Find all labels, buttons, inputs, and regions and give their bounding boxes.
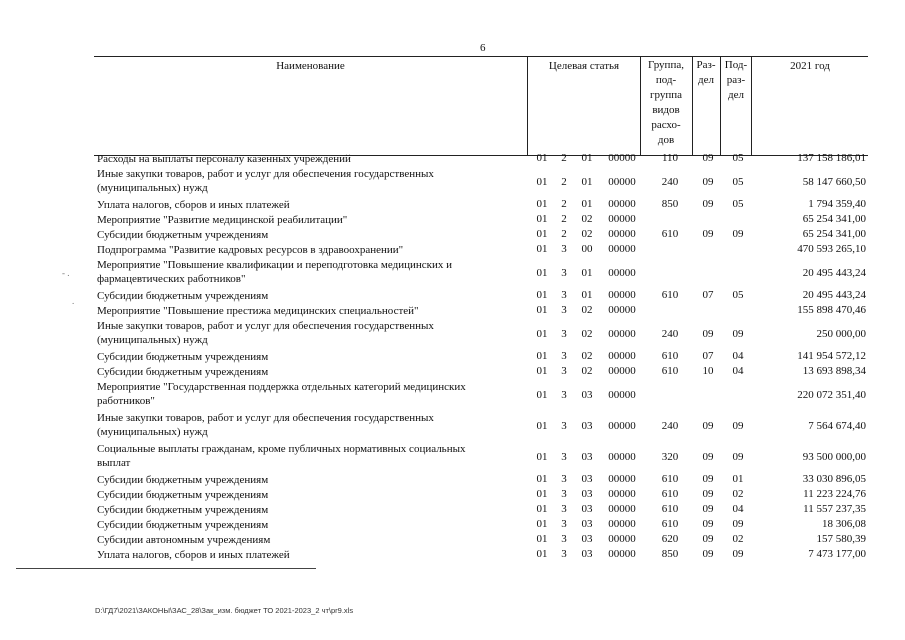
target-code-event: 03 xyxy=(581,518,593,530)
amount-2021: 157 580,39 xyxy=(816,533,866,545)
row-name xyxy=(97,473,521,487)
amount-2021: 20 495 443,24 xyxy=(802,267,866,279)
subsection: 09 xyxy=(732,328,744,340)
target-code-event: 01 xyxy=(581,289,593,301)
amount-2021: 1 794 359,40 xyxy=(808,198,866,210)
header-group-line: расхо- xyxy=(651,119,681,131)
table-row xyxy=(0,442,905,473)
subsection: 01 xyxy=(732,473,744,485)
target-code-subprogram: 3 xyxy=(561,389,567,401)
subsection: 09 xyxy=(732,548,744,560)
expense-group: 850 xyxy=(661,198,679,210)
target-code-direction: 00000 xyxy=(608,304,636,316)
target-code-subprogram: 3 xyxy=(561,548,567,560)
target-code-event: 02 xyxy=(581,365,593,377)
expense-group: 610 xyxy=(661,289,679,301)
column-divider xyxy=(640,57,641,155)
expense-group: 110 xyxy=(661,152,679,164)
target-code-program: 01 xyxy=(536,473,548,485)
amount-2021: 141 954 572,12 xyxy=(797,350,866,362)
target-code-direction: 00000 xyxy=(608,228,636,240)
table-row xyxy=(0,198,905,213)
row-name xyxy=(97,365,521,379)
target-code-subprogram: 3 xyxy=(561,420,567,432)
subsection: 02 xyxy=(732,488,744,500)
table-row xyxy=(0,258,905,289)
row-name-line: Субсидии автономным учреждениям xyxy=(97,534,271,546)
target-code-event: 02 xyxy=(581,350,593,362)
row-name xyxy=(97,152,521,166)
table-row xyxy=(0,243,905,258)
subsection: 09 xyxy=(732,518,744,530)
expense-group: 610 xyxy=(661,350,679,362)
amount-2021: 470 593 265,10 xyxy=(797,243,866,255)
table-row xyxy=(0,152,905,167)
amount-2021: 65 254 341,00 xyxy=(802,228,866,240)
row-name-line: Субсидии бюджетным учреждениям xyxy=(97,519,269,531)
row-name-line: (муниципальных) нужд xyxy=(97,334,208,346)
target-code-direction: 00000 xyxy=(608,328,636,340)
target-code-subprogram: 3 xyxy=(561,473,567,485)
row-name-line: Расходы на выплаты персоналу казенных учреждений xyxy=(97,153,351,165)
row-name-line: Иные закупки товаров, работ и услуг для обеспечения государственных xyxy=(97,320,434,332)
header-group-line: группа xyxy=(649,89,683,101)
page-number: 6 xyxy=(480,42,486,54)
section: 09 xyxy=(702,152,714,164)
section: 09 xyxy=(702,548,714,560)
target-code-direction: 00000 xyxy=(608,503,636,515)
target-code-program: 01 xyxy=(536,228,548,240)
subsection: 05 xyxy=(732,152,744,164)
row-name xyxy=(97,548,521,562)
footer-file-path: D:\ГД7\2021\ЗАКОНЫ\ЗАС_28\Зак_изм. бюджет ТО 2021-2023_2 чт\pr9.xls xyxy=(95,606,354,615)
row-name xyxy=(97,518,521,532)
row-name-line: Мероприятие "Государственная поддержка отдельных категорий медицинских xyxy=(97,381,466,393)
table-row xyxy=(0,380,905,411)
row-name-line: Иные закупки товаров, работ и услуг для обеспечения государственных xyxy=(97,412,434,424)
row-name-line: выплат xyxy=(97,457,131,469)
table-row xyxy=(0,213,905,228)
row-name-line: Уплата налогов, сборов и иных платежей xyxy=(97,549,290,561)
header-section-line: дел xyxy=(698,74,714,86)
subsection: 09 xyxy=(732,420,744,432)
row-name-line: (муниципальных) нужд xyxy=(97,182,208,194)
target-code-event: 03 xyxy=(581,473,593,485)
table-row xyxy=(0,289,905,304)
target-code-direction: 00000 xyxy=(608,267,636,279)
target-code-subprogram: 3 xyxy=(561,350,567,362)
expense-group: 610 xyxy=(661,518,679,530)
row-name xyxy=(97,380,521,408)
expense-group: 240 xyxy=(661,328,679,340)
target-code-program: 01 xyxy=(536,243,548,255)
subsection: 04 xyxy=(732,365,744,377)
target-code-subprogram: 3 xyxy=(561,488,567,500)
expense-group: 610 xyxy=(661,503,679,515)
table-row xyxy=(0,411,905,442)
target-code-subprogram: 2 xyxy=(561,198,567,210)
target-code-direction: 00000 xyxy=(608,152,636,164)
row-name-line: Субсидии бюджетным учреждениям xyxy=(97,504,269,516)
section: 09 xyxy=(702,518,714,530)
target-code-direction: 00000 xyxy=(608,420,636,432)
row-name xyxy=(97,167,521,195)
target-code-program: 01 xyxy=(536,518,548,530)
subsection: 04 xyxy=(732,503,744,515)
target-code-program: 01 xyxy=(536,213,548,225)
target-code-program: 01 xyxy=(536,533,548,545)
header-section-line: Раз- xyxy=(696,59,716,71)
row-name-line: Иные закупки товаров, работ и услуг для обеспечения государственных xyxy=(97,168,434,180)
target-code-direction: 00000 xyxy=(608,473,636,485)
amount-2021: 33 030 896,05 xyxy=(802,473,866,485)
section: 07 xyxy=(702,350,714,362)
row-name xyxy=(97,289,521,303)
target-code-event: 02 xyxy=(581,304,593,316)
target-code-subprogram: 2 xyxy=(561,228,567,240)
row-name-line: Субсидии бюджетным учреждениям xyxy=(97,351,269,363)
row-name-line: Мероприятие "Повышение квалификации и переподготовка медицинских и xyxy=(97,259,452,271)
expense-group: 620 xyxy=(661,533,679,545)
header-target-article: Целевая статья xyxy=(548,60,620,72)
target-code-direction: 00000 xyxy=(608,213,636,225)
amount-2021: 11 557 237,35 xyxy=(803,503,866,515)
target-code-subprogram: 3 xyxy=(561,328,567,340)
amount-2021: 137 158 186,01 xyxy=(797,152,866,164)
target-code-event: 03 xyxy=(581,420,593,432)
target-code-subprogram: 3 xyxy=(561,533,567,545)
target-code-event: 03 xyxy=(581,533,593,545)
table-row xyxy=(0,304,905,319)
section: 10 xyxy=(702,365,714,377)
table-row xyxy=(0,473,905,488)
target-code-subprogram: 3 xyxy=(561,503,567,515)
target-code-subprogram: 3 xyxy=(561,267,567,279)
target-code-direction: 00000 xyxy=(608,243,636,255)
table-row xyxy=(0,533,905,548)
amount-2021: 155 898 470,46 xyxy=(797,304,866,316)
target-code-program: 01 xyxy=(536,176,548,188)
amount-2021: 220 072 351,40 xyxy=(797,389,866,401)
expense-group: 610 xyxy=(661,228,679,240)
amount-2021: 11 223 224,76 xyxy=(803,488,866,500)
row-name-line: фармацевтических работников" xyxy=(97,273,246,285)
header-name: Наименование xyxy=(276,60,345,72)
target-code-program: 01 xyxy=(536,152,548,164)
target-code-subprogram: 2 xyxy=(561,176,567,188)
header-group-line: дов xyxy=(657,134,675,146)
amount-2021: 7 564 674,40 xyxy=(808,420,866,432)
target-code-event: 03 xyxy=(581,503,593,515)
header-group xyxy=(642,58,690,148)
section: 09 xyxy=(702,503,714,515)
header-group-line: видов xyxy=(652,104,680,116)
target-code-direction: 00000 xyxy=(608,389,636,401)
target-code-program: 01 xyxy=(536,328,548,340)
target-code-program: 01 xyxy=(536,267,548,279)
target-code-program: 01 xyxy=(536,389,548,401)
target-code-event: 03 xyxy=(581,389,593,401)
row-name xyxy=(97,258,521,286)
section: 09 xyxy=(702,228,714,240)
row-name-line: Мероприятие "Развитие медицинской реабилитации" xyxy=(97,214,348,226)
table-row xyxy=(0,228,905,243)
scan-mark: . xyxy=(72,296,75,306)
target-code-subprogram: 3 xyxy=(561,289,567,301)
subsection: 05 xyxy=(732,289,744,301)
row-name xyxy=(97,213,521,227)
target-code-event: 01 xyxy=(581,198,593,210)
target-code-event: 03 xyxy=(581,548,593,560)
target-code-event: 03 xyxy=(581,488,593,500)
table-row xyxy=(0,503,905,518)
table-row xyxy=(0,488,905,503)
target-code-subprogram: 2 xyxy=(561,152,567,164)
subsection: 04 xyxy=(732,350,744,362)
section: 09 xyxy=(702,420,714,432)
section: 09 xyxy=(702,488,714,500)
expense-group: 240 xyxy=(661,176,679,188)
section: 09 xyxy=(702,451,714,463)
header-section xyxy=(693,58,719,88)
target-code-event: 01 xyxy=(581,152,593,164)
target-code-program: 01 xyxy=(536,503,548,515)
table-row xyxy=(0,548,905,563)
target-code-event: 02 xyxy=(581,228,593,240)
row-name-line: Субсидии бюджетным учреждениям xyxy=(97,290,269,302)
target-code-direction: 00000 xyxy=(608,289,636,301)
table-row xyxy=(0,518,905,533)
target-code-direction: 00000 xyxy=(608,533,636,545)
row-name xyxy=(97,411,521,439)
amount-2021: 58 147 660,50 xyxy=(802,176,866,188)
target-code-event: 03 xyxy=(581,451,593,463)
section: 07 xyxy=(702,289,714,301)
target-code-subprogram: 3 xyxy=(561,518,567,530)
table-row xyxy=(0,319,905,350)
expense-group: 610 xyxy=(661,365,679,377)
section: 09 xyxy=(702,328,714,340)
expense-group: 610 xyxy=(661,473,679,485)
strike-line xyxy=(16,568,316,569)
amount-2021: 93 500 000,00 xyxy=(802,451,866,463)
table-header xyxy=(94,56,868,156)
target-code-subprogram: 3 xyxy=(561,304,567,316)
row-name-line: Подпрограмма "Развитие кадровых ресурсов в здравоохранении" xyxy=(97,244,404,256)
target-code-program: 01 xyxy=(536,488,548,500)
header-subsection-line: раз- xyxy=(726,74,746,86)
row-name xyxy=(97,533,521,547)
table-row xyxy=(0,350,905,365)
target-code-program: 01 xyxy=(536,451,548,463)
target-code-program: 01 xyxy=(536,350,548,362)
expense-group: 240 xyxy=(661,420,679,432)
row-name-line: Уплата налогов, сборов и иных платежей xyxy=(97,199,290,211)
section: 09 xyxy=(702,198,714,210)
header-group-line: под- xyxy=(655,74,677,86)
header-subsection-line: Под- xyxy=(724,59,748,71)
row-name xyxy=(97,319,521,347)
subsection: 05 xyxy=(732,198,744,210)
amount-2021: 65 254 341,00 xyxy=(802,213,866,225)
row-name xyxy=(97,228,521,242)
target-code-program: 01 xyxy=(536,304,548,316)
header-subsection-line: дел xyxy=(728,89,744,101)
amount-2021: 18 306,08 xyxy=(822,518,866,530)
amount-2021: 13 693 898,34 xyxy=(802,365,866,377)
row-name-line: Субсидии бюджетным учреждениям xyxy=(97,366,269,378)
target-code-event: 01 xyxy=(581,267,593,279)
section: 09 xyxy=(702,176,714,188)
target-code-subprogram: 3 xyxy=(561,365,567,377)
row-name xyxy=(97,243,521,257)
target-code-subprogram: 3 xyxy=(561,451,567,463)
row-name-line: работников" xyxy=(97,395,155,407)
row-name-line: Социальные выплаты гражданам, кроме публичных нормативных социальных xyxy=(97,443,466,455)
target-code-direction: 00000 xyxy=(608,451,636,463)
expense-group: 610 xyxy=(661,488,679,500)
target-code-program: 01 xyxy=(536,548,548,560)
table-row xyxy=(0,167,905,198)
row-name xyxy=(97,442,521,470)
target-code-event: 01 xyxy=(581,176,593,188)
target-code-event: 02 xyxy=(581,213,593,225)
target-code-direction: 00000 xyxy=(608,198,636,210)
row-name xyxy=(97,304,521,318)
subsection: 09 xyxy=(732,228,744,240)
table-row xyxy=(0,365,905,380)
row-name xyxy=(97,350,521,364)
subsection: 02 xyxy=(732,533,744,545)
target-code-direction: 00000 xyxy=(608,365,636,377)
amount-2021: 20 495 443,24 xyxy=(802,289,866,301)
row-name xyxy=(97,198,521,212)
target-code-direction: 00000 xyxy=(608,176,636,188)
header-group-line: Группа, xyxy=(648,59,684,71)
row-name-line: Мероприятие "Повышение престижа медицинских специальностей" xyxy=(97,305,419,317)
expense-group: 320 xyxy=(661,451,679,463)
target-code-program: 01 xyxy=(536,365,548,377)
row-name-line: Субсидии бюджетным учреждениям xyxy=(97,229,269,241)
section: 09 xyxy=(702,533,714,545)
target-code-direction: 00000 xyxy=(608,488,636,500)
row-name xyxy=(97,503,521,517)
target-code-event: 00 xyxy=(581,243,593,255)
target-code-program: 01 xyxy=(536,420,548,432)
target-code-subprogram: 3 xyxy=(561,243,567,255)
target-code-direction: 00000 xyxy=(608,518,636,530)
subsection: 05 xyxy=(732,176,744,188)
target-code-program: 01 xyxy=(536,198,548,210)
row-name-line: (муниципальных) нужд xyxy=(97,426,208,438)
section: 09 xyxy=(702,473,714,485)
subsection: 09 xyxy=(732,451,744,463)
expense-group: 850 xyxy=(661,548,679,560)
target-code-program: 01 xyxy=(536,289,548,301)
target-code-event: 02 xyxy=(581,328,593,340)
target-code-subprogram: 2 xyxy=(561,213,567,225)
amount-2021: 250 000,00 xyxy=(816,328,866,340)
amount-2021: 7 473 177,00 xyxy=(808,548,866,560)
scan-mark: - . xyxy=(62,268,70,278)
target-code-direction: 00000 xyxy=(608,350,636,362)
row-name-line: Субсидии бюджетным учреждениям xyxy=(97,489,269,501)
header-year: 2021 год xyxy=(790,60,830,72)
row-name-line: Субсидии бюджетным учреждениям xyxy=(97,474,269,486)
row-name xyxy=(97,488,521,502)
target-code-direction: 00000 xyxy=(608,548,636,560)
header-subsection xyxy=(721,58,751,103)
